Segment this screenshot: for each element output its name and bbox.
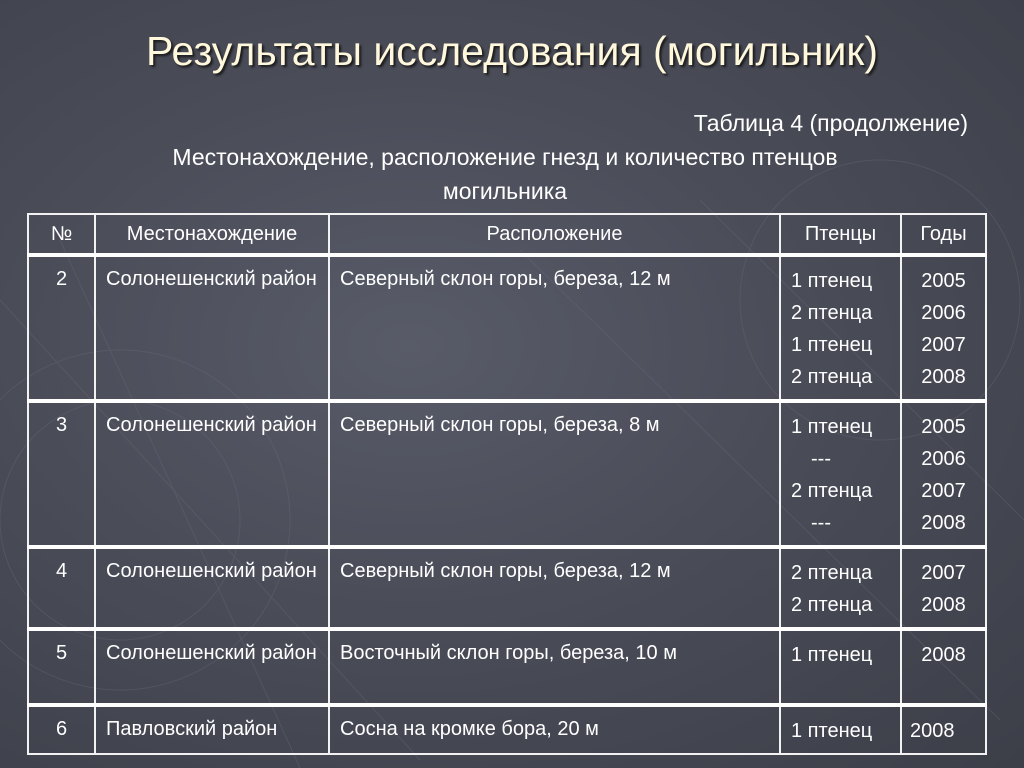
table-subtitle: Местонахождение, расположение гнезд и количество птенцов могильника [172, 144, 838, 204]
row-num: 5 [28, 629, 95, 705]
header-chicks: Птенцы [780, 214, 901, 255]
row-chicks [780, 705, 901, 754]
year-value: 2006 [921, 302, 966, 324]
row-num: 4 [28, 547, 95, 629]
results-table-container [27, 213, 987, 755]
year-value: 2006 [921, 448, 966, 470]
row-chicks [780, 401, 901, 547]
chicks-value: 1 птенец [791, 644, 873, 666]
chicks-value: 1 птенец [791, 334, 873, 356]
chicks-value: 1 птенец [791, 416, 873, 438]
chicks-value: 1 птенец [791, 270, 873, 292]
row-num: 2 [28, 255, 95, 401]
year-value: 2005 [921, 270, 966, 292]
row-location: Солонешенский район [95, 547, 329, 629]
table-row [28, 547, 986, 629]
table-header-row [28, 214, 986, 255]
chicks-value: 1 птенец [791, 720, 873, 742]
year-value: 2005 [921, 416, 966, 438]
year-value: 2007 [921, 562, 966, 584]
results-table [27, 213, 987, 755]
header-num: № [28, 214, 95, 255]
year-value: 2007 [921, 334, 966, 356]
row-position: Северный склон горы, береза, 8 м [329, 401, 780, 547]
row-position: Северный склон горы, береза, 12 м [329, 547, 780, 629]
row-location: Солонешенский район [95, 255, 329, 401]
table-caption: Таблица 4 (продолжение) [693, 110, 968, 136]
chicks-value: 2 птенца [791, 562, 873, 584]
row-position: Северный склон горы, береза, 12 м [329, 255, 780, 401]
row-num: 3 [28, 401, 95, 547]
row-chicks [780, 547, 901, 629]
row-position: Восточный склон горы, береза, 10 м [329, 629, 780, 705]
header-years: Годы [901, 214, 986, 255]
chicks-value: 2 птенца [791, 366, 873, 388]
row-num: 6 [28, 705, 95, 754]
row-years [901, 705, 986, 754]
chicks-value: 2 птенца [791, 302, 873, 324]
chicks-value: --- [811, 512, 831, 534]
year-value: 2008 [921, 366, 966, 388]
year-value: 2008 [910, 720, 955, 742]
row-years [901, 629, 986, 705]
year-value: 2007 [921, 480, 966, 502]
row-location: Солонешенский район [95, 401, 329, 547]
year-value: 2008 [921, 644, 966, 666]
row-years [901, 401, 986, 547]
year-value: 2008 [921, 512, 966, 534]
row-chicks [780, 255, 901, 401]
chicks-value: --- [811, 448, 831, 470]
table-row [28, 401, 986, 547]
table-row [28, 255, 986, 401]
row-years [901, 547, 986, 629]
table-row [28, 629, 986, 705]
row-location: Павловский район [95, 705, 329, 754]
row-position: Сосна на кромке бора, 20 м [329, 705, 780, 754]
year-value: 2008 [921, 594, 966, 616]
table-row [28, 705, 986, 754]
row-location: Солонешенский район [95, 629, 329, 705]
row-years [901, 255, 986, 401]
chicks-value: 2 птенца [791, 594, 873, 616]
chicks-value: 2 птенца [791, 480, 873, 502]
page-title: Результаты исследования (могильник) [146, 28, 878, 74]
header-location: Местонахождение [95, 214, 329, 255]
header-position: Расположение [329, 214, 780, 255]
row-chicks [780, 629, 901, 705]
